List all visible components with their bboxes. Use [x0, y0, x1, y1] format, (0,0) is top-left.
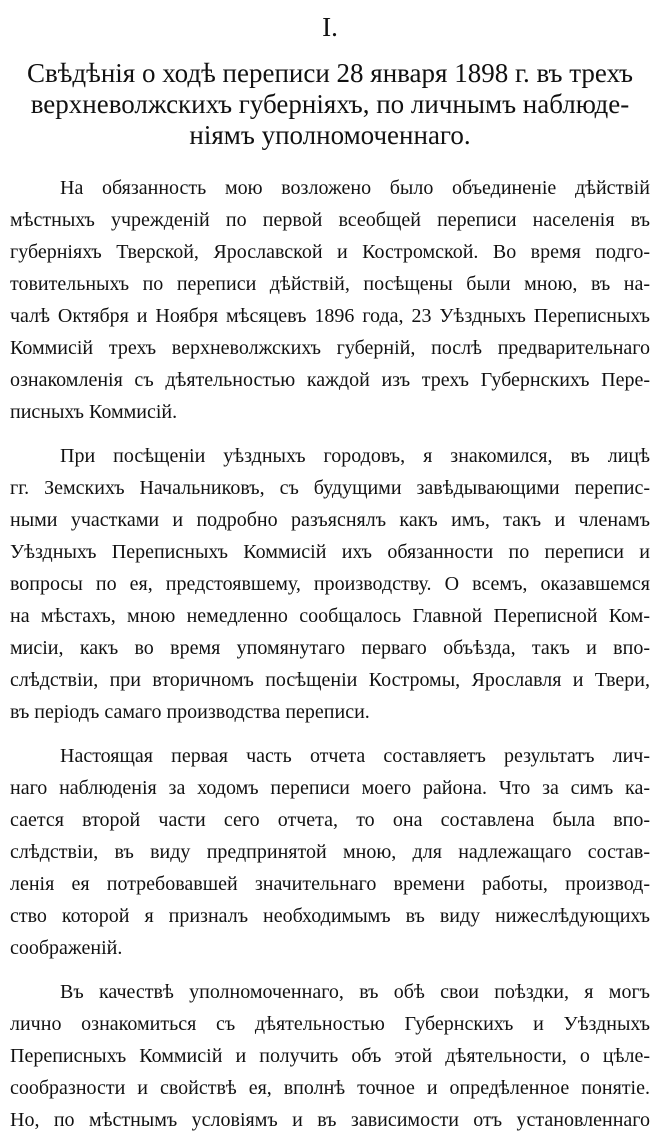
paragraph-spacing: [10, 428, 650, 440]
text-line: слѣдствіи, при вторичномъ посѣщеніи Костромы, Ярославля и Твери,: [10, 669, 650, 691]
text-line: товительныхъ по переписи дѣйствій, посѣщены были мною, въ на-: [10, 273, 650, 295]
paragraph: [10, 440, 650, 728]
section-title: [14, 58, 646, 151]
text-line: На обязанность мою возложено было объединеніе дѣйствій: [60, 177, 650, 199]
section-number: I.: [322, 12, 338, 42]
title-line: ніямъ уполномоченнаго.: [189, 120, 471, 150]
paragraph: [10, 172, 650, 428]
text-line: ство которой я призналъ необходимымъ въ виду нижеслѣдующихъ: [10, 905, 650, 927]
text-line: въ періодъ самаго производства переписи.: [10, 701, 370, 723]
text-line: Переписныхъ Коммисій и получить объ этой дѣятельности, о цѣле-: [10, 1045, 650, 1067]
text-line: слѣдствіи, въ виду предпринятой мною, для надлежащаго состав-: [10, 841, 650, 863]
text-line: Уѣздныхъ Переписныхъ Коммисій ихъ обязанности по переписи и: [10, 541, 650, 563]
text-line: Настоящая первая часть отчета составляетъ результатъ лич-: [60, 745, 650, 767]
text-line: сообразности и свойствѣ ея, вполнѣ точное и опредѣленное понятіе.: [10, 1077, 650, 1099]
paragraph: [10, 740, 650, 964]
text-line: наго наблюденія за ходомъ переписи моего района. Что за симъ ка-: [10, 777, 650, 799]
text-line: мисіи, какъ во время упомянутаго перваго объѣзда, такъ и впо-: [10, 637, 650, 659]
text-line: При посѣщеніи уѣздныхъ городовъ, я знакомился, въ лицѣ: [60, 445, 650, 467]
text-line: чалѣ Октября и Ноября мѣсяцевъ 1896 года, 23 Уѣздныхъ Переписныхъ: [10, 305, 650, 327]
text-line: лично ознакомиться съ дѣятельностью Губернскихъ и Уѣздныхъ: [10, 1013, 650, 1035]
paragraph-spacing: [10, 964, 650, 976]
paragraph-spacing: [10, 728, 650, 740]
text-line: писныхъ Коммисій.: [10, 401, 178, 423]
text-line: ознакомленія съ дѣятельностью каждой изъ трехъ Губернскихъ Пере-: [10, 369, 650, 391]
text-line: вопросы по ея, предстоявшему, производству. О всемъ, оказавшемся: [10, 573, 650, 595]
text-line: губерніяхъ Тверской, Ярославской и Костромской. Во время подго-: [10, 241, 650, 263]
title-line: Свѣдѣнія о ходѣ переписи 28 января 1898 г. въ трехъ: [27, 58, 633, 88]
text-line: ленія ея потребовавшей значительнаго времени работы, производ-: [10, 873, 650, 895]
text-line: соображеній.: [10, 937, 123, 959]
text-line: Но, по мѣстнымъ условіямъ и въ зависимости отъ установленнаго: [10, 1109, 650, 1131]
text-line: гг. Земскихъ Начальниковъ, съ будущими завѣдывающими перепис-: [10, 477, 650, 499]
text-line: мѣстныхъ учрежденій по первой всеобщей переписи населенія въ: [10, 209, 650, 231]
paragraph: [10, 976, 650, 1136]
text-line: Коммисій трехъ верхневолжскихъ губерній, послѣ предварительнаго: [10, 337, 650, 359]
text-line: Въ качествѣ уполномоченнаго, въ обѣ свои поѣздки, я могъ: [60, 981, 650, 1003]
title-line: верхневолжскихъ губерніяхъ, по личнымъ наблюде-: [30, 89, 630, 119]
text-line: сается второй части сего отчета, то она составлена была впо-: [10, 809, 650, 831]
body-text: [10, 172, 650, 1136]
text-line: ными участками и подробно разъяснялъ какъ имъ, такъ и членамъ: [10, 509, 650, 531]
text-line: на мѣстахъ, мною немедленно сообщалось Главной Переписной Ком-: [10, 605, 650, 627]
